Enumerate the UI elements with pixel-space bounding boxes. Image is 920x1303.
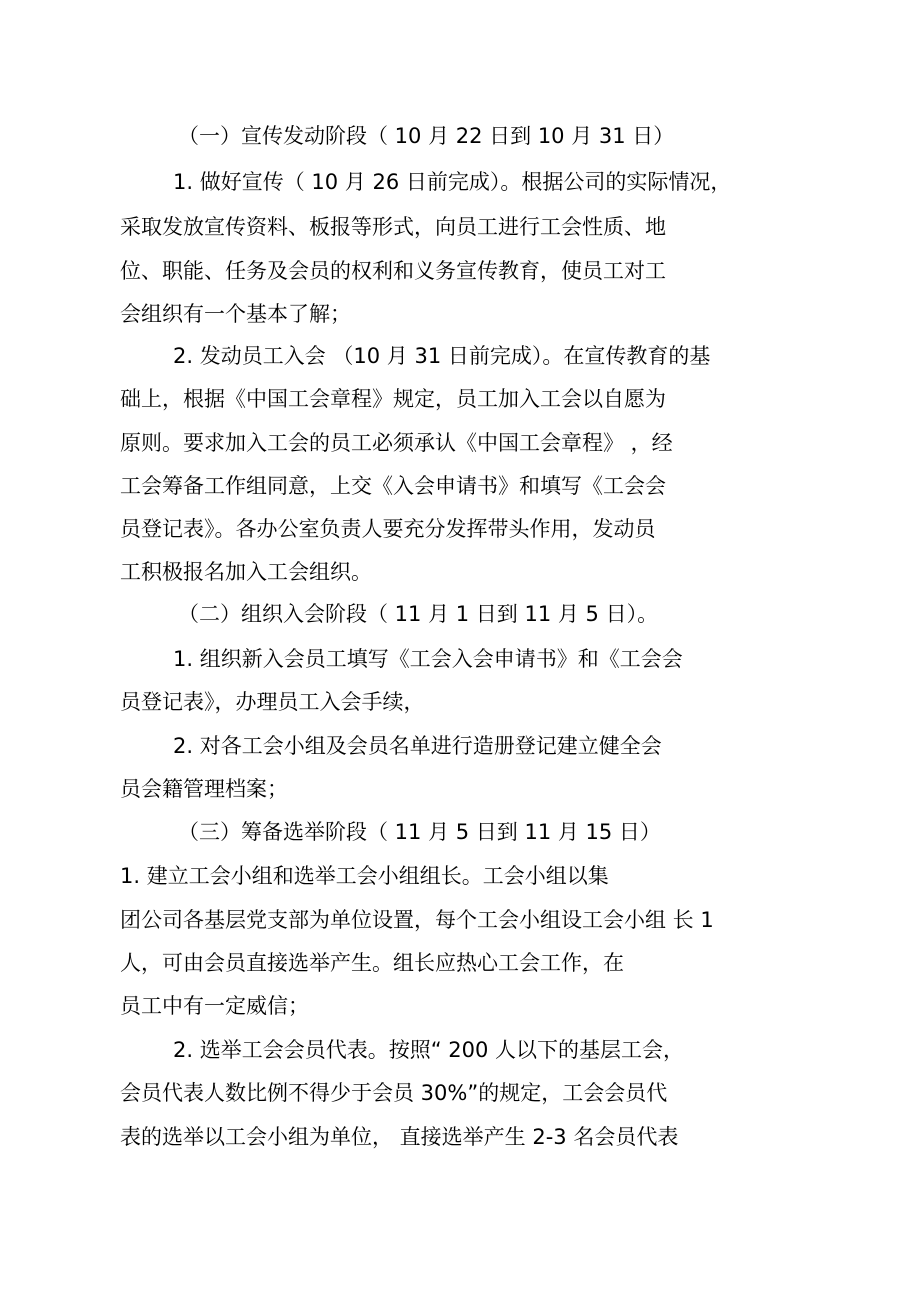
paragraph-line: 表的选举以工会小组为单位， 直接选举产生 2-3 名会员代表 (120, 1125, 679, 1149)
paragraph-line: 工会筹备工作组同意，上交《入会申请书》和填写《工会会 (120, 474, 666, 498)
paragraph-line: 员登记表》。各办公室负责人要充分发挥带头作用，发动员 (120, 517, 656, 541)
paragraph-line: 础上，根据《中国工会章程》规定，员工加入工会以自愿为 (120, 387, 666, 411)
paragraph-line: 员会籍管理档案； (120, 777, 288, 801)
paragraph-line: 人，可由会员直接选举产生。组长应热心工会工作，在 (120, 951, 624, 975)
section-heading-2: （二）组织入会阶段（ 11 月 1 日到 11 月 5 日）。 (178, 602, 659, 626)
paragraph-line: 原则。要求加入工会的员工必须承认《中国工会章程》 ，经 (120, 431, 673, 455)
paragraph-line: 2. 发动员工入会 （10 月 31 日前完成）。在宣传教育的基 (173, 344, 711, 368)
paragraph-line: 团公司各基层党支部为单位设置，每个工会小组设工会小组 长 1 (120, 908, 714, 932)
paragraph-line: 2. 对各工会小组及会员名单进行造册登记建立健全会 (173, 734, 662, 758)
paragraph-line: 会员代表人数比例不得少于会员 30%”的规定，工会会员代 (120, 1081, 668, 1105)
section-heading-3: （三）筹备选举阶段（ 11 月 5 日到 11 月 15 日） (178, 820, 661, 844)
section-heading-1: （一）宣传发动阶段（ 10 月 22 日到 10 月 31 日） (178, 124, 675, 148)
paragraph-line: 1. 建立工会小组和选举工会小组组长。工会小组以集 (120, 864, 609, 888)
paragraph-line: 采取发放宣传资料、板报等形式，向员工进行工会性质、地 (120, 215, 666, 239)
paragraph-line: 1. 做好宣传（ 10 月 26 日前完成）。根据公司的实际情况， (173, 170, 732, 194)
paragraph-line: 员登记表》，办理员工入会手续， (120, 690, 425, 714)
paragraph-line: 员工中有一定威信； (120, 994, 309, 1018)
paragraph-line: 1. 组织新入会员工填写《工会入会申请书》和《工会会 (173, 647, 683, 671)
paragraph-line: 位、职能、任务及会员的权利和义务宣传教育，使员工对工 (120, 259, 666, 283)
paragraph-line: 工积极报名加入工会组织。 (120, 560, 372, 584)
paragraph-line: 2. 选举工会会员代表。按照“ 200 人以下的基层工会， (173, 1038, 685, 1062)
paragraph-line: 会组织有一个基本了解； (120, 302, 351, 326)
